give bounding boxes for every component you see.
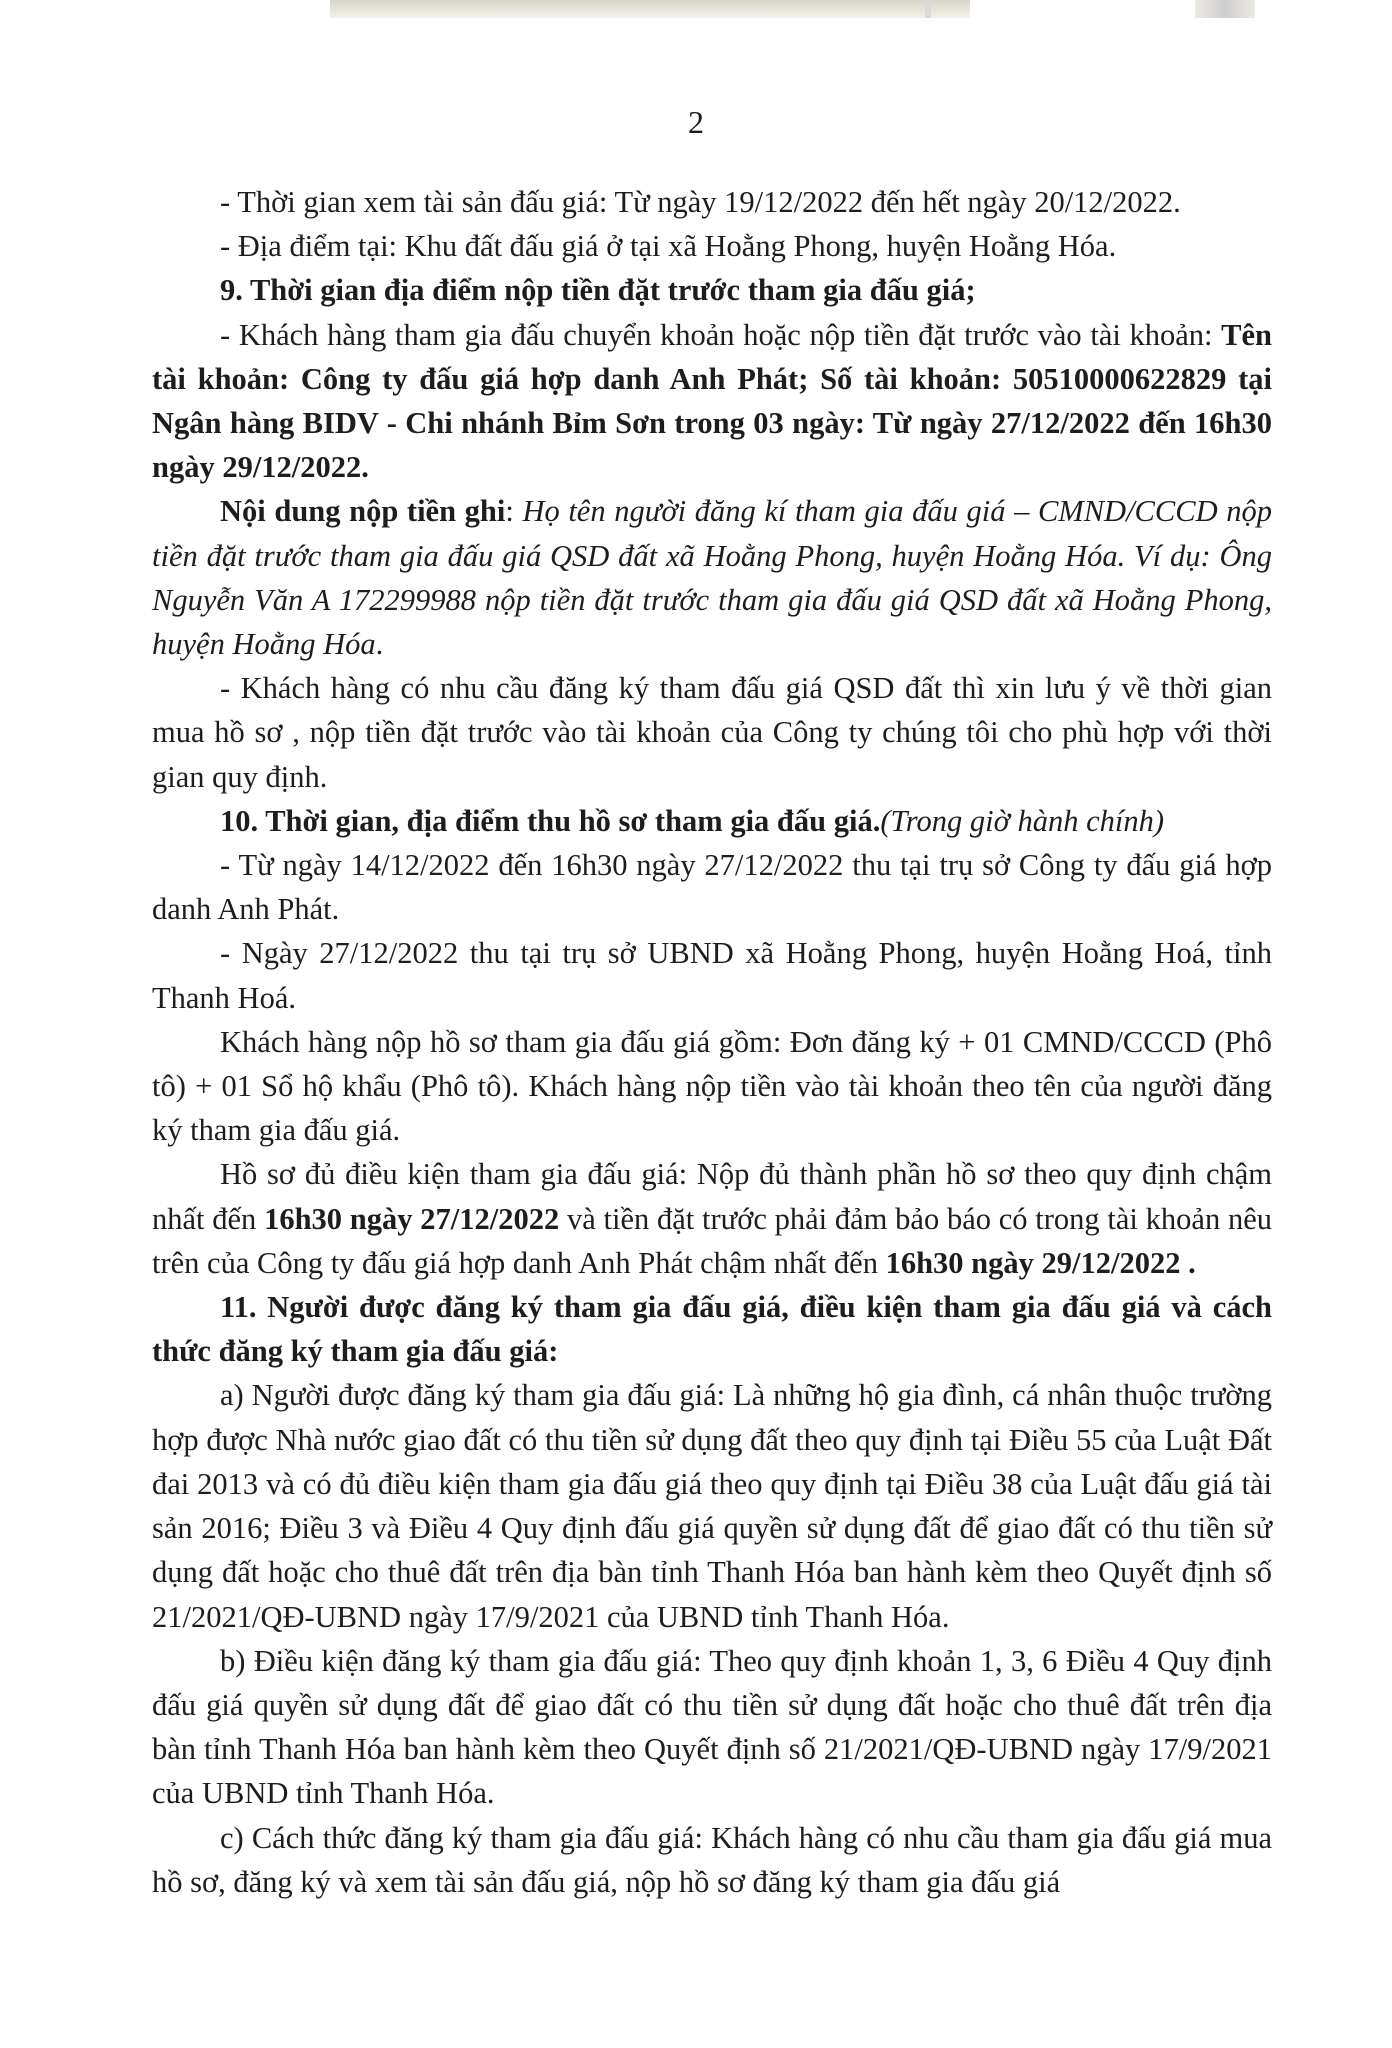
paragraph: c) Cách thức đăng ký tham gia đấu giá: Khách hàng có nhu cầu tham gia đấu giá mua hồ sơ, đăng ký và xem tài sản đấu giá, nộp hồ sơ đăng ký tham gia đấu giá bbox=[152, 1820, 1272, 1899]
paragraph: - Từ ngày 14/12/2022 đến 16h30 ngày 27/12/2022 thu tại trụ sở Công ty đấu giá hợp danh Anh Phát. bbox=[152, 848, 1272, 927]
text-run: Hồ sơ đủ điều kiện tham gia đấu giá: Nộp đủ thành phần hồ sơ theo quy định chậm nhất đến bbox=[152, 1157, 1272, 1236]
text-run: : bbox=[505, 494, 523, 529]
text-run-italic: (Trong giờ hành chính) bbox=[880, 803, 1165, 838]
text-run: và tiền đặt trước phải đảm bảo báo có trong tài khoản nêu trên của Công ty đấu giá hợp danh Anh Phát chậm nhất đến bbox=[152, 1201, 1273, 1280]
payment-note-italic: Họ tên người đăng kí tham gia đấu giá – CMND/CCCD nộp tiền đặt trước tham gia đấu giá QSD đất xã Hoằng Phong, huyện Hoằng Hóa. Ví dụ: Ông Nguyễn Văn A 172299988 nộp tiền đặt trước tham gia đấu giá QSD đất xã Hoằng Phong, huyện Hoằng Hóa bbox=[152, 494, 1272, 662]
paragraph: - Ngày 27/12/2022 thu tại trụ sở UBND xã Hoằng Phong, huyện Hoằng Hoá, tỉnh Thanh Hoá. bbox=[152, 936, 1272, 1015]
paragraph: - Thời gian xem tài sản đấu giá: Từ ngày 19/12/2022 đến hết ngày 20/12/2022. bbox=[220, 185, 1181, 219]
paragraph: b) Điều kiện đăng ký tham gia đấu giá: Theo quy định khoản 1, 3, 6 Điều 4 Quy định đấu giá quyền sử dụng đất để giao đất có thu tiền sử dụng đất hoặc cho thuê đất trên địa bàn tỉnh Thanh Hóa ban hành kèm theo Quyết định số 21/2021/QĐ-UBND ngày 17/9/2021 của UBND tỉnh Thanh Hóa. bbox=[152, 1643, 1272, 1811]
text-run: . bbox=[375, 627, 384, 662]
scan-edge-shadow bbox=[1195, 0, 1255, 18]
document-body bbox=[152, 180, 1272, 1904]
paragraph bbox=[152, 1152, 1272, 1285]
scan-edge-shadow bbox=[925, 0, 931, 18]
paragraph: - Khách hàng có nhu cầu đăng ký tham đấu giá QSD đất thì xin lưu ý về thời gian mua hồ sơ , nộp tiền đặt trước vào tài khoản của Công ty chúng tôi cho phù hợp với thời gian quy định. bbox=[152, 671, 1272, 794]
page-number: 2 bbox=[688, 104, 704, 140]
text-run: - Khách hàng tham gia đấu chuyển khoản hoặc nộp tiền đặt trước vào tài khoản: bbox=[220, 317, 1222, 352]
paragraph: Khách hàng nộp hồ sơ tham gia đấu giá gồm: Đơn đăng ký + 01 CMND/CCCD (Phô tô) + 01 Sổ hộ khẩu (Phô tô). Khách hàng nộp tiền vào tài khoản theo tên của người đăng ký tham gia đấu giá. bbox=[152, 1024, 1272, 1148]
text-run-bold: Nội dung nộp tiền ghi bbox=[220, 494, 506, 529]
paragraph bbox=[152, 313, 1272, 490]
section-heading-11: 11. Người được đăng ký tham gia đấu giá, điều kiện tham gia đấu giá và cách thức đăng ký tham gia đấu giá: bbox=[152, 1290, 1272, 1369]
text-run-bold: 10. Thời gian, địa điểm thu hồ sơ tham gia đấu giá. bbox=[220, 803, 881, 838]
section-heading-10 bbox=[152, 799, 1272, 843]
paragraph bbox=[152, 489, 1272, 666]
scan-edge-shadow bbox=[330, 0, 970, 18]
text-run-bold: 16h30 ngày 29/12/2022 . bbox=[885, 1245, 1196, 1280]
text-run-bold: 16h30 ngày 27/12/2022 bbox=[264, 1201, 560, 1236]
bank-account-details: Tên tài khoản: Công ty đấu giá hợp danh Anh Phát; Số tài khoản: 50510000622829 tại Ngân hàng BIDV - Chi nhánh Bỉm Sơn trong 03 ngày: Từ ngày 27/12/2022 đến 16h30 ngày 29/12/2022. bbox=[152, 317, 1272, 485]
paragraph: - Địa điểm tại: Khu đất đấu giá ở tại xã Hoằng Phong, huyện Hoằng Hóa. bbox=[220, 229, 1117, 264]
section-heading-9: 9. Thời gian địa điểm nộp tiền đặt trước tham gia đấu giá; bbox=[220, 273, 976, 308]
paragraph: a) Người được đăng ký tham gia đấu giá: Là những hộ gia đình, cá nhân thuộc trường hợp được Nhà nước giao đất có thu tiền sử dụng đất theo quy định tại Điều 55 của Luật Đất đai 2013 và có đủ điều kiện tham gia đấu giá theo quy định tại Điều 38 của Luật đấu giá tài sản 2016; Điều 3 và Điều 4 Quy định đấu giá quyền sử dụng đất để giao đất có thu tiền sử dụng đất hoặc cho thuê đất trên địa bàn tỉnh Thanh Hóa ban hành kèm theo Quyết định số 21/2021/QĐ-UBND ngày 17/9/2021 của UBND tỉnh Thanh Hóa. bbox=[152, 1378, 1272, 1634]
